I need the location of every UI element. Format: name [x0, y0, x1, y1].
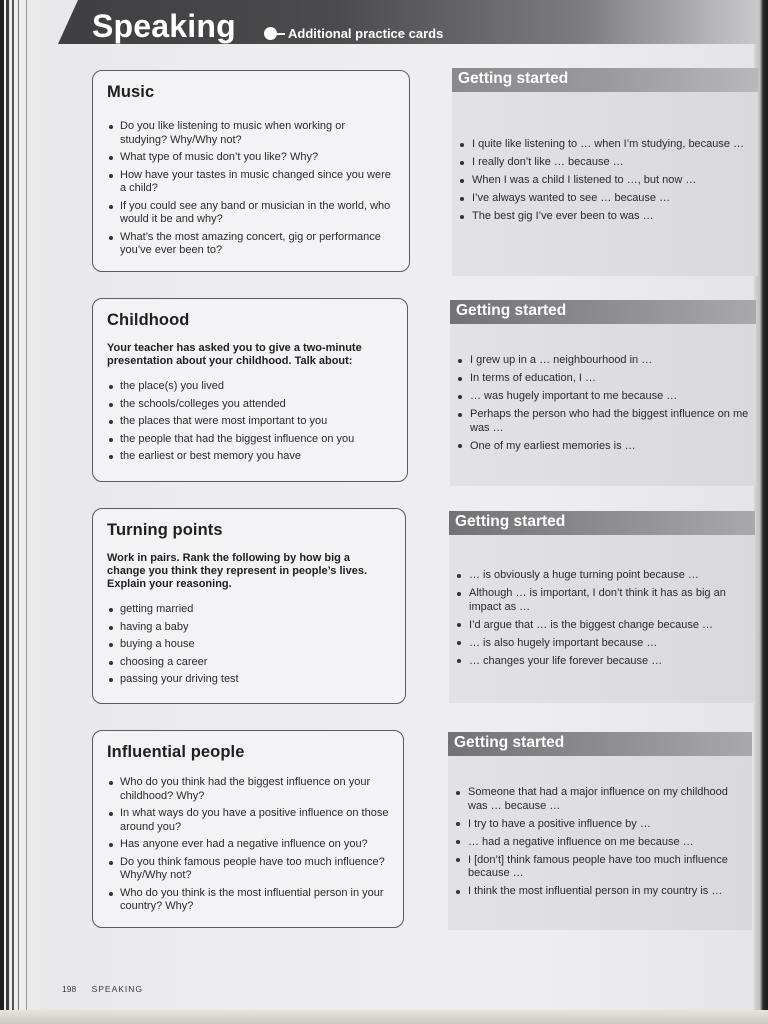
list-item: I grew up in a … neighbourhood in …: [458, 354, 750, 368]
page-title: Speaking: [92, 8, 236, 44]
list-item: … is obviously a huge turning point because …: [457, 569, 755, 583]
card-childhood: [92, 298, 408, 482]
question-list: [107, 120, 395, 258]
section-subtitle: [264, 26, 443, 41]
list-item: the schools/colleges you attended: [107, 398, 393, 412]
card-title: Music: [107, 83, 155, 101]
list-item: Do you like listening to music when working or studying? Why/Why not?: [107, 120, 395, 147]
list-item: How have your tastes in music changed since you were a child?: [107, 169, 395, 196]
list-item: … was hugely important to me because …: [458, 390, 750, 404]
list-item: One of my earliest memories is …: [458, 440, 750, 454]
topic-list: [107, 380, 393, 464]
list-item: the places that were most important to you: [107, 415, 393, 429]
getting-started-panel-turning-points: [449, 511, 755, 703]
page-edge-bottom: [0, 1010, 768, 1024]
list-item: What’s the most amazing concert, gig or performance you’ve ever been to?: [107, 231, 395, 258]
list-item: I [don’t] think famous people have too much influence because …: [456, 854, 748, 881]
list-item: the place(s) you lived: [107, 380, 393, 394]
list-item: choosing a career: [107, 656, 391, 670]
question-list: [107, 776, 389, 914]
book-spine: [0, 0, 40, 1024]
panel-heading: Getting started: [450, 300, 756, 324]
list-item: the people that had the biggest influence on you: [107, 433, 393, 447]
list-item: Someone that had a major influence on my childhood was … because …: [456, 786, 748, 813]
list-item: the earliest or best memory you have: [107, 450, 393, 464]
panel-heading: Getting started: [452, 68, 758, 92]
list-item: I think the most influential person in my country is …: [456, 885, 748, 899]
card-music: [92, 70, 410, 272]
list-item: I really don’t like … because …: [460, 156, 760, 170]
list-item: Has anyone ever had a negative influence on you?: [107, 838, 389, 852]
card-title: Influential people: [107, 743, 245, 761]
phrase-list: [458, 354, 750, 458]
list-item: I’d argue that … is the biggest change because …: [457, 619, 755, 633]
list-item: … had a negative influence on me because …: [456, 836, 748, 850]
panel-heading: Getting started: [449, 511, 755, 535]
list-item: The best gig I’ve ever been to was …: [460, 210, 760, 224]
list-item: Who do you think had the biggest influence on your childhood? Why?: [107, 776, 389, 803]
list-item: … changes your life forever because …: [457, 655, 755, 669]
section-name: SPEAKING: [91, 984, 144, 994]
list-item: … is also hugely important because …: [457, 637, 755, 651]
card-influential-people: [92, 730, 404, 928]
ranking-list: [107, 603, 391, 687]
panel-heading: Getting started: [448, 732, 752, 756]
list-item: having a baby: [107, 621, 391, 635]
list-item: Who do you think is the most influential person in your country? Why?: [107, 887, 389, 914]
list-item: I quite like listening to … when I’m studying, because …: [460, 138, 760, 152]
list-item: passing your driving test: [107, 673, 391, 687]
list-item: When I was a child I listened to …, but now …: [460, 174, 760, 188]
list-item: Although … is important, I don’t think it has as big an impact as …: [457, 587, 755, 614]
phrase-list: [456, 786, 748, 903]
list-item: Do you think famous people have too much influence? Why/Why not?: [107, 856, 389, 883]
getting-started-panel-music: [452, 68, 758, 276]
phrase-list: [460, 138, 760, 228]
phrase-list: [457, 569, 755, 673]
page-footer: [62, 984, 143, 994]
card-title: Childhood: [107, 311, 190, 329]
list-item: If you could see any band or musician in the world, who would it be and why?: [107, 200, 395, 227]
connector-line: [277, 33, 285, 35]
card-instructions: Your teacher has asked you to give a two-minute presentation about your childhood. Talk about:: [107, 342, 362, 367]
list-item: I try to have a positive influence by …: [456, 818, 748, 832]
bullet-dot-icon: [264, 27, 277, 40]
getting-started-panel-childhood: [450, 300, 756, 486]
list-item: In what ways do you have a positive influence on those around you?: [107, 807, 389, 834]
subtitle-text: Additional practice cards: [288, 26, 444, 41]
page-number: 198: [62, 984, 77, 994]
list-item: In terms of education, I …: [458, 372, 750, 386]
list-item: getting married: [107, 603, 391, 617]
list-item: What type of music don’t you like? Why?: [107, 151, 395, 165]
card-turning-points: [92, 508, 406, 704]
list-item: buying a house: [107, 638, 391, 652]
getting-started-panel-influential-people: [448, 732, 752, 930]
card-title: Turning points: [107, 521, 223, 539]
list-item: I’ve always wanted to see … because …: [460, 192, 760, 206]
card-instructions: Work in pairs. Rank the following by how big a change you think they represent in people’s lives. Explain your reasoning.: [107, 552, 367, 590]
list-item: Perhaps the person who had the biggest influence on me was …: [458, 408, 750, 435]
